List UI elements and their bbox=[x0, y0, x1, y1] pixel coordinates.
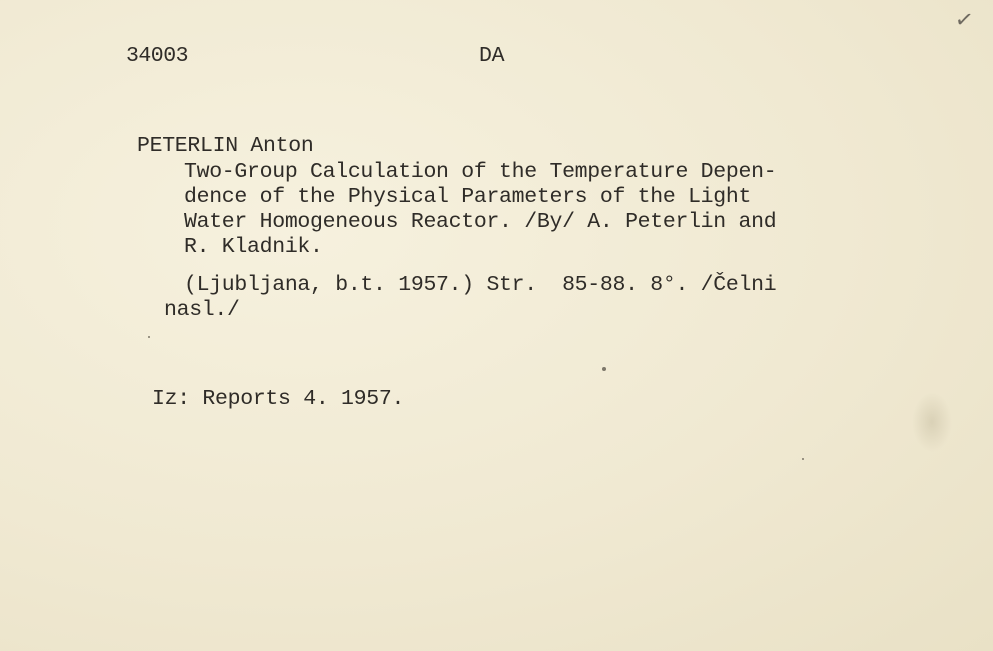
paper-smudge bbox=[912, 392, 952, 452]
title-line: R. Kladnik. bbox=[184, 235, 323, 259]
author-heading: PETERLIN Anton bbox=[137, 134, 314, 158]
ink-speck bbox=[602, 367, 606, 371]
imprint-line: nasl./ bbox=[164, 298, 240, 322]
title-line: Water Homogeneous Reactor. /By/ A. Peterlin and bbox=[184, 210, 777, 234]
check-mark-icon: ✓ bbox=[953, 6, 976, 35]
source-note: Iz: Reports 4. 1957. bbox=[152, 387, 405, 411]
imprint-line: (Ljubljana, b.t. 1957.) Str. 85-88. 8°. /Čelni bbox=[184, 273, 777, 297]
title-line: Two-Group Calculation of the Temperature Depen- bbox=[184, 160, 777, 184]
title-line: dence of the Physical Parameters of the Light bbox=[184, 185, 752, 209]
classification-mark: DA bbox=[479, 44, 505, 68]
accession-number: 34003 bbox=[126, 44, 189, 68]
ink-speck bbox=[802, 458, 804, 460]
ink-speck bbox=[148, 336, 150, 338]
